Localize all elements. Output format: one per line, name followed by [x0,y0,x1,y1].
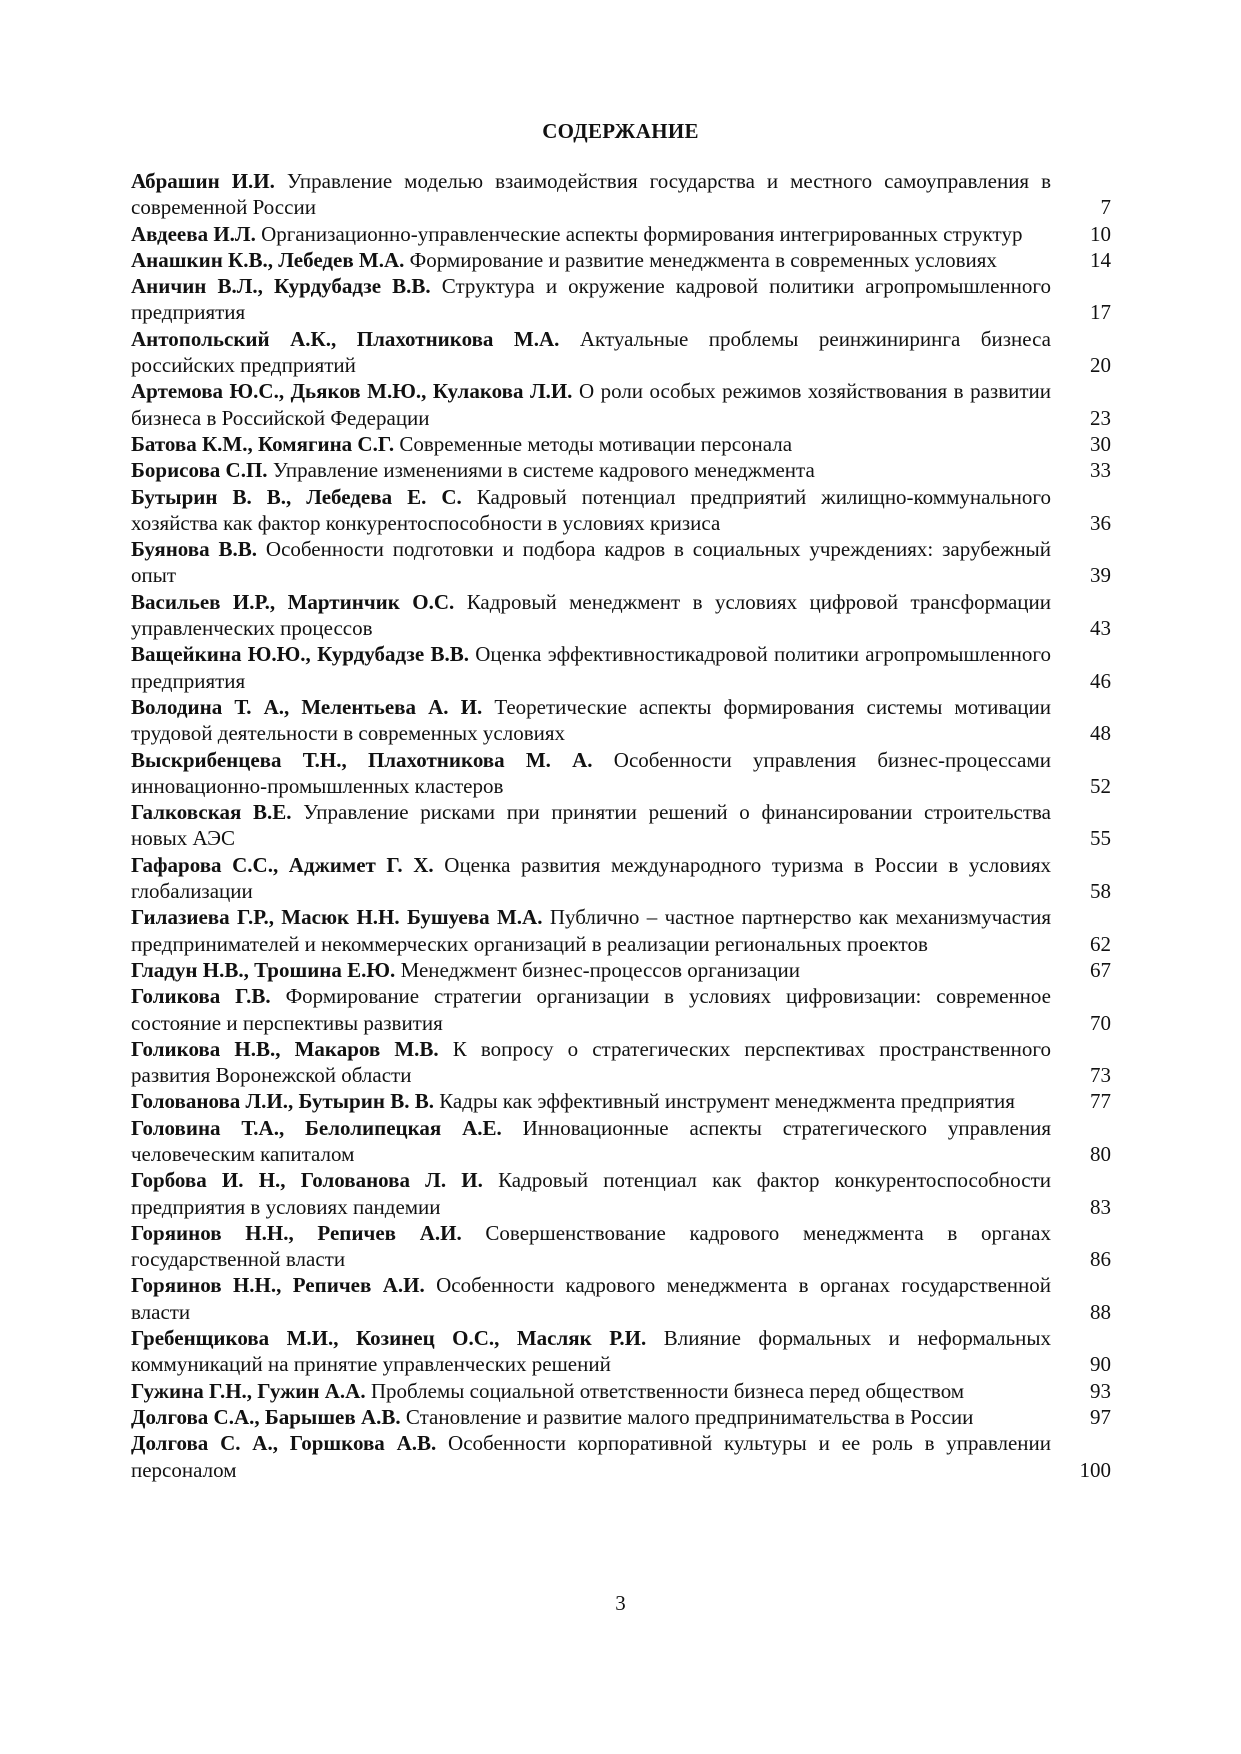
toc-entry-title: Совершенствование кадрового менеджмента в органах государственной власти [131,1220,1051,1272]
toc-entry [131,378,1111,431]
toc-entry [131,247,1111,273]
toc-entry [131,1088,1111,1114]
toc-entry-title: Менеджмент бизнес-процессов организации [400,957,801,982]
toc-entry-text [131,1404,1051,1430]
toc-entry-authors: Аничин В.Л., Курдубадзе В.В. [131,274,431,299]
toc-entry-authors: Голикова Н.В., Макаров М.В. [131,1036,439,1061]
page-number: 3 [615,1591,626,1615]
toc-entry-page: 39 [1090,563,1111,588]
toc-entry-title: Проблемы социальной ответственности бизнеса перед обществом [370,1378,965,1403]
toc-entry [131,1220,1111,1273]
toc-entry [131,799,1111,852]
toc-entry-title: Особенности корпоративной культуры и ее роль в управлении персоналом [131,1431,1051,1482]
toc-entry-text [131,168,1051,221]
toc-entry [131,457,1111,483]
toc-entry-title: Структура и окружение кадровой политики агропромышленного предприятия [131,274,1051,325]
toc-entry-page: 30 [1090,431,1111,456]
toc-entry-title: Теоретические аспекты формирования системы мотивации трудовой деятельности в современных условиях [131,694,1052,746]
toc-entry-text [131,378,1051,431]
toc-entry-title: Особенности подготовки и подбора кадров в социальных учреждениях: зарубежный опыт [131,537,1052,588]
toc-entry [131,536,1111,589]
toc-entry [131,1430,1111,1483]
toc-entry-page: 90 [1090,1352,1111,1377]
toc-entry-text [131,694,1051,747]
toc-entry-page: 7 [1100,195,1111,220]
toc-entry [131,747,1111,800]
toc-entry-text [131,431,1051,457]
toc-entry-text [131,247,1051,273]
toc-entry-authors: Гужина Г.Н., Гужин А.А. [131,1378,366,1403]
toc-entry [131,641,1111,694]
toc-entry [131,326,1111,379]
toc-entry [131,484,1111,537]
toc-entry-authors: Ващейкина Ю.Ю., Курдубадзе В.В. [131,642,469,667]
toc-entry-title: Оценка эффективностикадровой политики агропромышленного предприятия [131,642,1051,693]
toc-entry-authors: Долгова С.А., Барышев А.В. [131,1404,401,1429]
toc-entry-text [131,1088,1051,1114]
toc-entry-text [131,641,1051,694]
toc-entry-authors: Гладун Н.В., Трошина Е.Ю. [131,957,396,982]
toc-entry-title: Особенности кадрового менеджмента в органах государственной власти [131,1273,1051,1324]
toc-entry-page: 62 [1090,931,1111,956]
table-of-contents [131,168,1111,1483]
toc-entry-text [131,1378,1051,1404]
toc-entry [131,957,1111,983]
toc-entry-title: Организационно-управленческие аспекты формирования интегрированных структур [261,221,1023,246]
toc-entry-title: Кадровый менеджмент в условиях цифровой трансформации управленческих процессов [131,589,1052,641]
toc-entry-title: К вопросу о стратегических перспективах пространственного развития Воронежской области [131,1036,1052,1088]
toc-entry-text [131,589,1051,642]
toc-entry-page: 14 [1090,247,1111,272]
toc-entry-authors: Голикова Г.В. [131,984,271,1009]
toc-entry-page: 88 [1090,1299,1111,1324]
toc-entry [131,273,1111,326]
toc-entry-title: Управление моделью взаимодействия государства и местного самоуправления в современной России [131,169,1051,220]
toc-entry-title: Кадровый потенциал предприятий жилищно-коммунального хозяйства как фактор конкурентоспособности в условиях кризиса [131,484,1051,535]
toc-entry-authors: Антопольский А.К., Плахотникова М.А. [131,326,560,351]
toc-entry-authors: Горяинов Н.Н., Репичев А.И. [131,1273,425,1298]
toc-entry [131,431,1111,457]
toc-entry-authors: Абрашин И.И. [131,169,275,193]
toc-entry-page: 33 [1090,458,1111,483]
toc-entry-text [131,326,1051,379]
toc-entry [131,904,1111,957]
toc-entry-text [131,852,1051,905]
toc-entry [131,983,1111,1036]
toc-entry-page: 100 [1079,1457,1111,1482]
toc-entry-authors: Горбова И. Н., Голованова Л. И. [131,1168,483,1193]
toc-entry-authors: Долгова С. А., Горшкова А.В. [131,1431,437,1456]
toc-entry-page: 67 [1090,957,1111,982]
toc-entry-page: 86 [1090,1247,1111,1272]
toc-entry-text [131,957,1051,983]
toc-entry-page: 97 [1090,1404,1111,1429]
toc-entry-title: Влияние формальных и неформальных коммуникаций на принятие управленческих решений [131,1326,1052,1377]
toc-entry-title: Становление и развитие малого предпринимательства в России [405,1404,974,1429]
toc-entry-authors: Гребенщикова М.И., Козинец О.С., Масляк Р.И. [131,1326,647,1351]
toc-entry-page: 55 [1090,826,1111,851]
toc-entry-page: 83 [1090,1194,1111,1219]
toc-entry-page: 10 [1090,221,1111,246]
toc-entry-text [131,904,1051,957]
toc-entry-authors: Васильев И.Р., Мартинчик О.С. [131,589,455,614]
toc-entry-page: 48 [1090,721,1111,746]
toc-entry-authors: Авдеева И.Л. [131,221,256,246]
toc-entry [131,1115,1111,1168]
toc-entry-page: 70 [1090,1010,1111,1035]
toc-entry-title: Современные методы мотивации персонала [399,431,793,456]
toc-entry-text [131,983,1051,1036]
toc-entry [131,1272,1111,1325]
toc-entry-page: 36 [1090,510,1111,535]
toc-entry-authors: Галковская В.Е. [131,800,292,825]
toc-entry-page: 52 [1090,773,1111,798]
toc-entry-title: Оценка развития международного туризма в России в условиях глобализации [131,852,1052,904]
toc-entry-page: 73 [1090,1063,1111,1088]
toc-entry [131,1404,1111,1430]
toc-entry-text [131,1167,1051,1220]
toc-entry-title: Инновационные аспекты стратегического управления человеческим капиталом [131,1115,1052,1166]
toc-entry-title: Формирование и развитие менеджмента в современных условиях [409,247,997,272]
toc-title: СОДЕРЖАНИЕ [542,119,699,143]
toc-entry [131,1378,1111,1404]
toc-entry-title: Публично – частное партнерство как механизмучастия предпринимателей и некоммерческих организаций в реализации региональных проектов [131,905,1052,956]
toc-entry-authors: Головина Т.А., Белолипецкая А.Е. [131,1115,502,1140]
toc-entry-authors: Выскрибенцева Т.Н., Плахотникова М. А. [131,747,593,772]
toc-entry-text [131,273,1051,326]
toc-entry-authors: Анашкин К.В., Лебедев М.А. [131,247,405,272]
toc-entry-authors: Володина Т. А., Мелентьева А. И. [131,694,483,719]
toc-entry [131,1036,1111,1089]
toc-entry-text [131,1272,1051,1325]
toc-entry-title: Кадровый потенциал как фактор конкурентоспособности предприятия в условиях пандемии [131,1168,1051,1219]
toc-entry-text [131,484,1051,537]
toc-entry [131,694,1111,747]
toc-entry-text [131,1430,1051,1483]
toc-entry-title: Управление изменениями в системе кадрового менеджмента [272,458,815,483]
toc-entry-authors: Артемова Ю.С., Дьяков М.Ю., Кулакова Л.И. [131,379,573,404]
toc-entry [131,1167,1111,1220]
toc-entry-text [131,1036,1051,1089]
toc-entry-text [131,747,1051,800]
toc-entry-page: 58 [1090,879,1111,904]
toc-entry-text [131,1220,1051,1273]
toc-entry-authors: Борисова С.П. [131,458,268,483]
toc-entry-authors: Гафарова С.С., Аджимет Г. Х. [131,852,434,877]
toc-entry-authors: Батова К.М., Комягина С.Г. [131,431,395,456]
toc-entry-title: Актуальные проблемы реинжиниринга бизнеса российских предприятий [131,326,1051,378]
toc-entry-title: Формирование стратегии организации в условиях цифровизации: современное состояние и перспективы развития [131,984,1052,1035]
toc-entry [131,1325,1111,1378]
toc-entry-page: 43 [1090,616,1111,641]
toc-entry-text [131,536,1051,589]
toc-entry-title: О роли особых режимов хозяйствования в развитии бизнеса в Российской Федерации [131,379,1052,430]
toc-entry-text [131,799,1051,852]
toc-entry-page: 20 [1090,353,1111,378]
toc-entry-authors: Буянова В.В. [131,537,258,562]
toc-entry [131,168,1111,221]
toc-entry-authors: Голованова Л.И., Бутырин В. В. [131,1089,434,1114]
toc-entry-text [131,221,1051,247]
toc-entry-page: 46 [1090,668,1111,693]
toc-entry-text [131,457,1051,483]
toc-entry-page: 77 [1090,1089,1111,1114]
toc-entry [131,589,1111,642]
toc-entry [131,221,1111,247]
toc-entry-title: Управление рисками при принятии решений о финансировании строительства новых АЭС [131,800,1052,851]
toc-entry-title: Кадры как эффективный инструмент менеджмента предприятия [439,1089,1015,1114]
toc-entry-text [131,1115,1051,1168]
toc-entry-page: 93 [1090,1378,1111,1403]
toc-entry [131,852,1111,905]
toc-entry-text [131,1325,1051,1378]
toc-entry-authors: Гилазиева Г.Р., Масюк Н.Н. Бушуева М.А. [131,905,543,930]
toc-entry-authors: Бутырин В. В., Лебедева Е. С. [131,484,462,509]
toc-entry-authors: Горяинов Н.Н., Репичев А.И. [131,1220,462,1245]
toc-entry-page: 23 [1090,405,1111,430]
toc-entry-page: 17 [1090,300,1111,325]
toc-entry-page: 80 [1090,1141,1111,1166]
toc-entry-title: Особенности управления бизнес-процессами инновационно-промышленных кластеров [131,747,1052,798]
